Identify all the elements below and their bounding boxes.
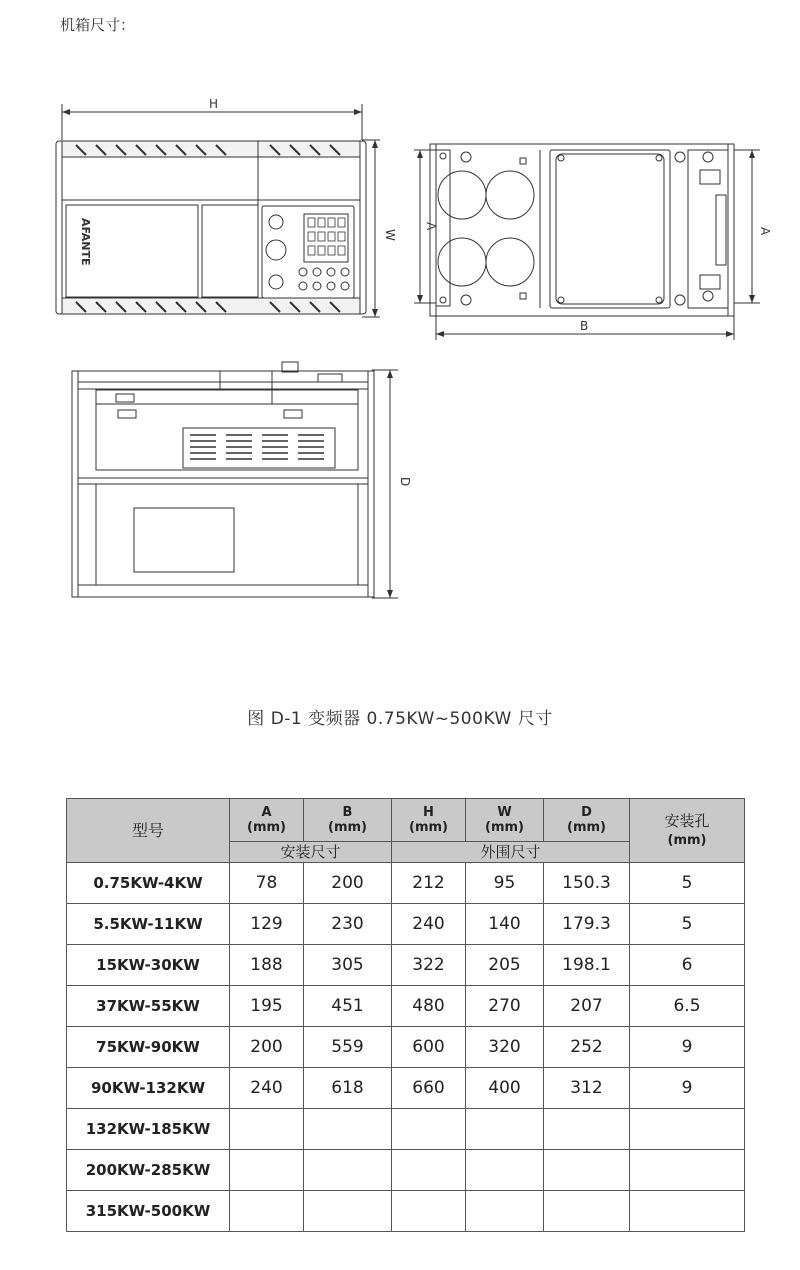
cell-d: 198.1 (544, 945, 630, 986)
cell-model: 5.5KW-11KW (67, 904, 230, 945)
dim-label-a-left: A (424, 222, 438, 231)
cell-a: 129 (230, 904, 304, 945)
cell-d (544, 1150, 630, 1191)
cell-w: 205 (466, 945, 544, 986)
table-row (67, 863, 745, 904)
table-row (67, 986, 745, 1027)
dim-label-d: D (398, 477, 412, 487)
cell-model: 90KW-132KW (67, 1068, 230, 1109)
cell-a: 195 (230, 986, 304, 1027)
cell-d: 207 (544, 986, 630, 1027)
cell-b: 451 (304, 986, 392, 1027)
cell-a: 78 (230, 863, 304, 904)
header-a: A (mm) (230, 799, 304, 842)
cell-d: 179.3 (544, 904, 630, 945)
cell-h (392, 1109, 466, 1150)
cell-w: 320 (466, 1027, 544, 1068)
cell-hole: 5 (630, 904, 745, 945)
group-outer-size: 外围尺寸 (392, 842, 630, 863)
cell-w: 95 (466, 863, 544, 904)
cell-d: 252 (544, 1027, 630, 1068)
cell-a: 240 (230, 1068, 304, 1109)
cell-w (466, 1150, 544, 1191)
cell-h: 240 (392, 904, 466, 945)
cell-b: 230 (304, 904, 392, 945)
cell-b (304, 1150, 392, 1191)
cell-model: 37KW-55KW (67, 986, 230, 1027)
table-row (67, 1191, 745, 1232)
table-row (67, 945, 745, 986)
cell-h (392, 1191, 466, 1232)
cell-hole: 5 (630, 863, 745, 904)
cell-hole: 6.5 (630, 986, 745, 1027)
cell-hole (630, 1150, 745, 1191)
cell-h: 212 (392, 863, 466, 904)
cell-hole (630, 1191, 745, 1232)
side-view (72, 362, 412, 598)
cell-d: 150.3 (544, 863, 630, 904)
cell-b: 200 (304, 863, 392, 904)
group-install-size: 安装尺寸 (230, 842, 392, 863)
cell-b (304, 1191, 392, 1232)
dim-label-w: W (383, 229, 397, 241)
cell-b: 618 (304, 1068, 392, 1109)
cell-w (466, 1109, 544, 1150)
cell-model: 200KW-285KW (67, 1150, 230, 1191)
cell-w: 140 (466, 904, 544, 945)
cell-b: 559 (304, 1027, 392, 1068)
cell-a (230, 1191, 304, 1232)
cell-hole: 6 (630, 945, 745, 986)
cell-a: 200 (230, 1027, 304, 1068)
cell-model: 132KW-185KW (67, 1109, 230, 1150)
cell-h: 600 (392, 1027, 466, 1068)
cell-model: 15KW-30KW (67, 945, 230, 986)
header-b: B (mm) (304, 799, 392, 842)
cell-w (466, 1191, 544, 1232)
header-w: W (mm) (466, 799, 544, 842)
table-row (67, 1027, 745, 1068)
cell-h: 322 (392, 945, 466, 986)
model-header: 型号 (67, 799, 230, 863)
header-d: D (mm) (544, 799, 630, 842)
cell-model: 0.75KW-4KW (67, 863, 230, 904)
cell-d (544, 1191, 630, 1232)
dim-label-a-right: A (758, 227, 772, 236)
cell-d (544, 1109, 630, 1150)
front-view (56, 97, 397, 317)
brand-logo-text: AFANTE (79, 218, 92, 266)
header-h: H (mm) (392, 799, 466, 842)
back-view (414, 144, 772, 340)
table-row (67, 1150, 745, 1191)
cell-a: 188 (230, 945, 304, 986)
cell-d: 312 (544, 1068, 630, 1109)
figure-caption: 图 D-1 变频器 0.75KW~500KW 尺寸 (247, 709, 553, 729)
cell-hole: 9 (630, 1027, 745, 1068)
dim-label-b: B (580, 319, 589, 333)
cell-hole (630, 1109, 745, 1150)
cell-model: 75KW-90KW (67, 1027, 230, 1068)
dimension-table (66, 798, 745, 1232)
cell-h: 480 (392, 986, 466, 1027)
cell-w: 400 (466, 1068, 544, 1109)
header-mounting-hole: 安装孔 (mm) (630, 799, 745, 863)
cell-h: 660 (392, 1068, 466, 1109)
cell-h (392, 1150, 466, 1191)
dim-label-h: H (209, 97, 219, 111)
table-row (67, 1068, 745, 1109)
cell-a (230, 1109, 304, 1150)
section-heading: 机箱尺寸： (60, 16, 136, 34)
cell-b (304, 1109, 392, 1150)
table-row (67, 1109, 745, 1150)
cell-model: 315KW-500KW (67, 1191, 230, 1232)
cell-a (230, 1150, 304, 1191)
cell-hole: 9 (630, 1068, 745, 1109)
table-row (67, 904, 745, 945)
cell-w: 270 (466, 986, 544, 1027)
cell-b: 305 (304, 945, 392, 986)
